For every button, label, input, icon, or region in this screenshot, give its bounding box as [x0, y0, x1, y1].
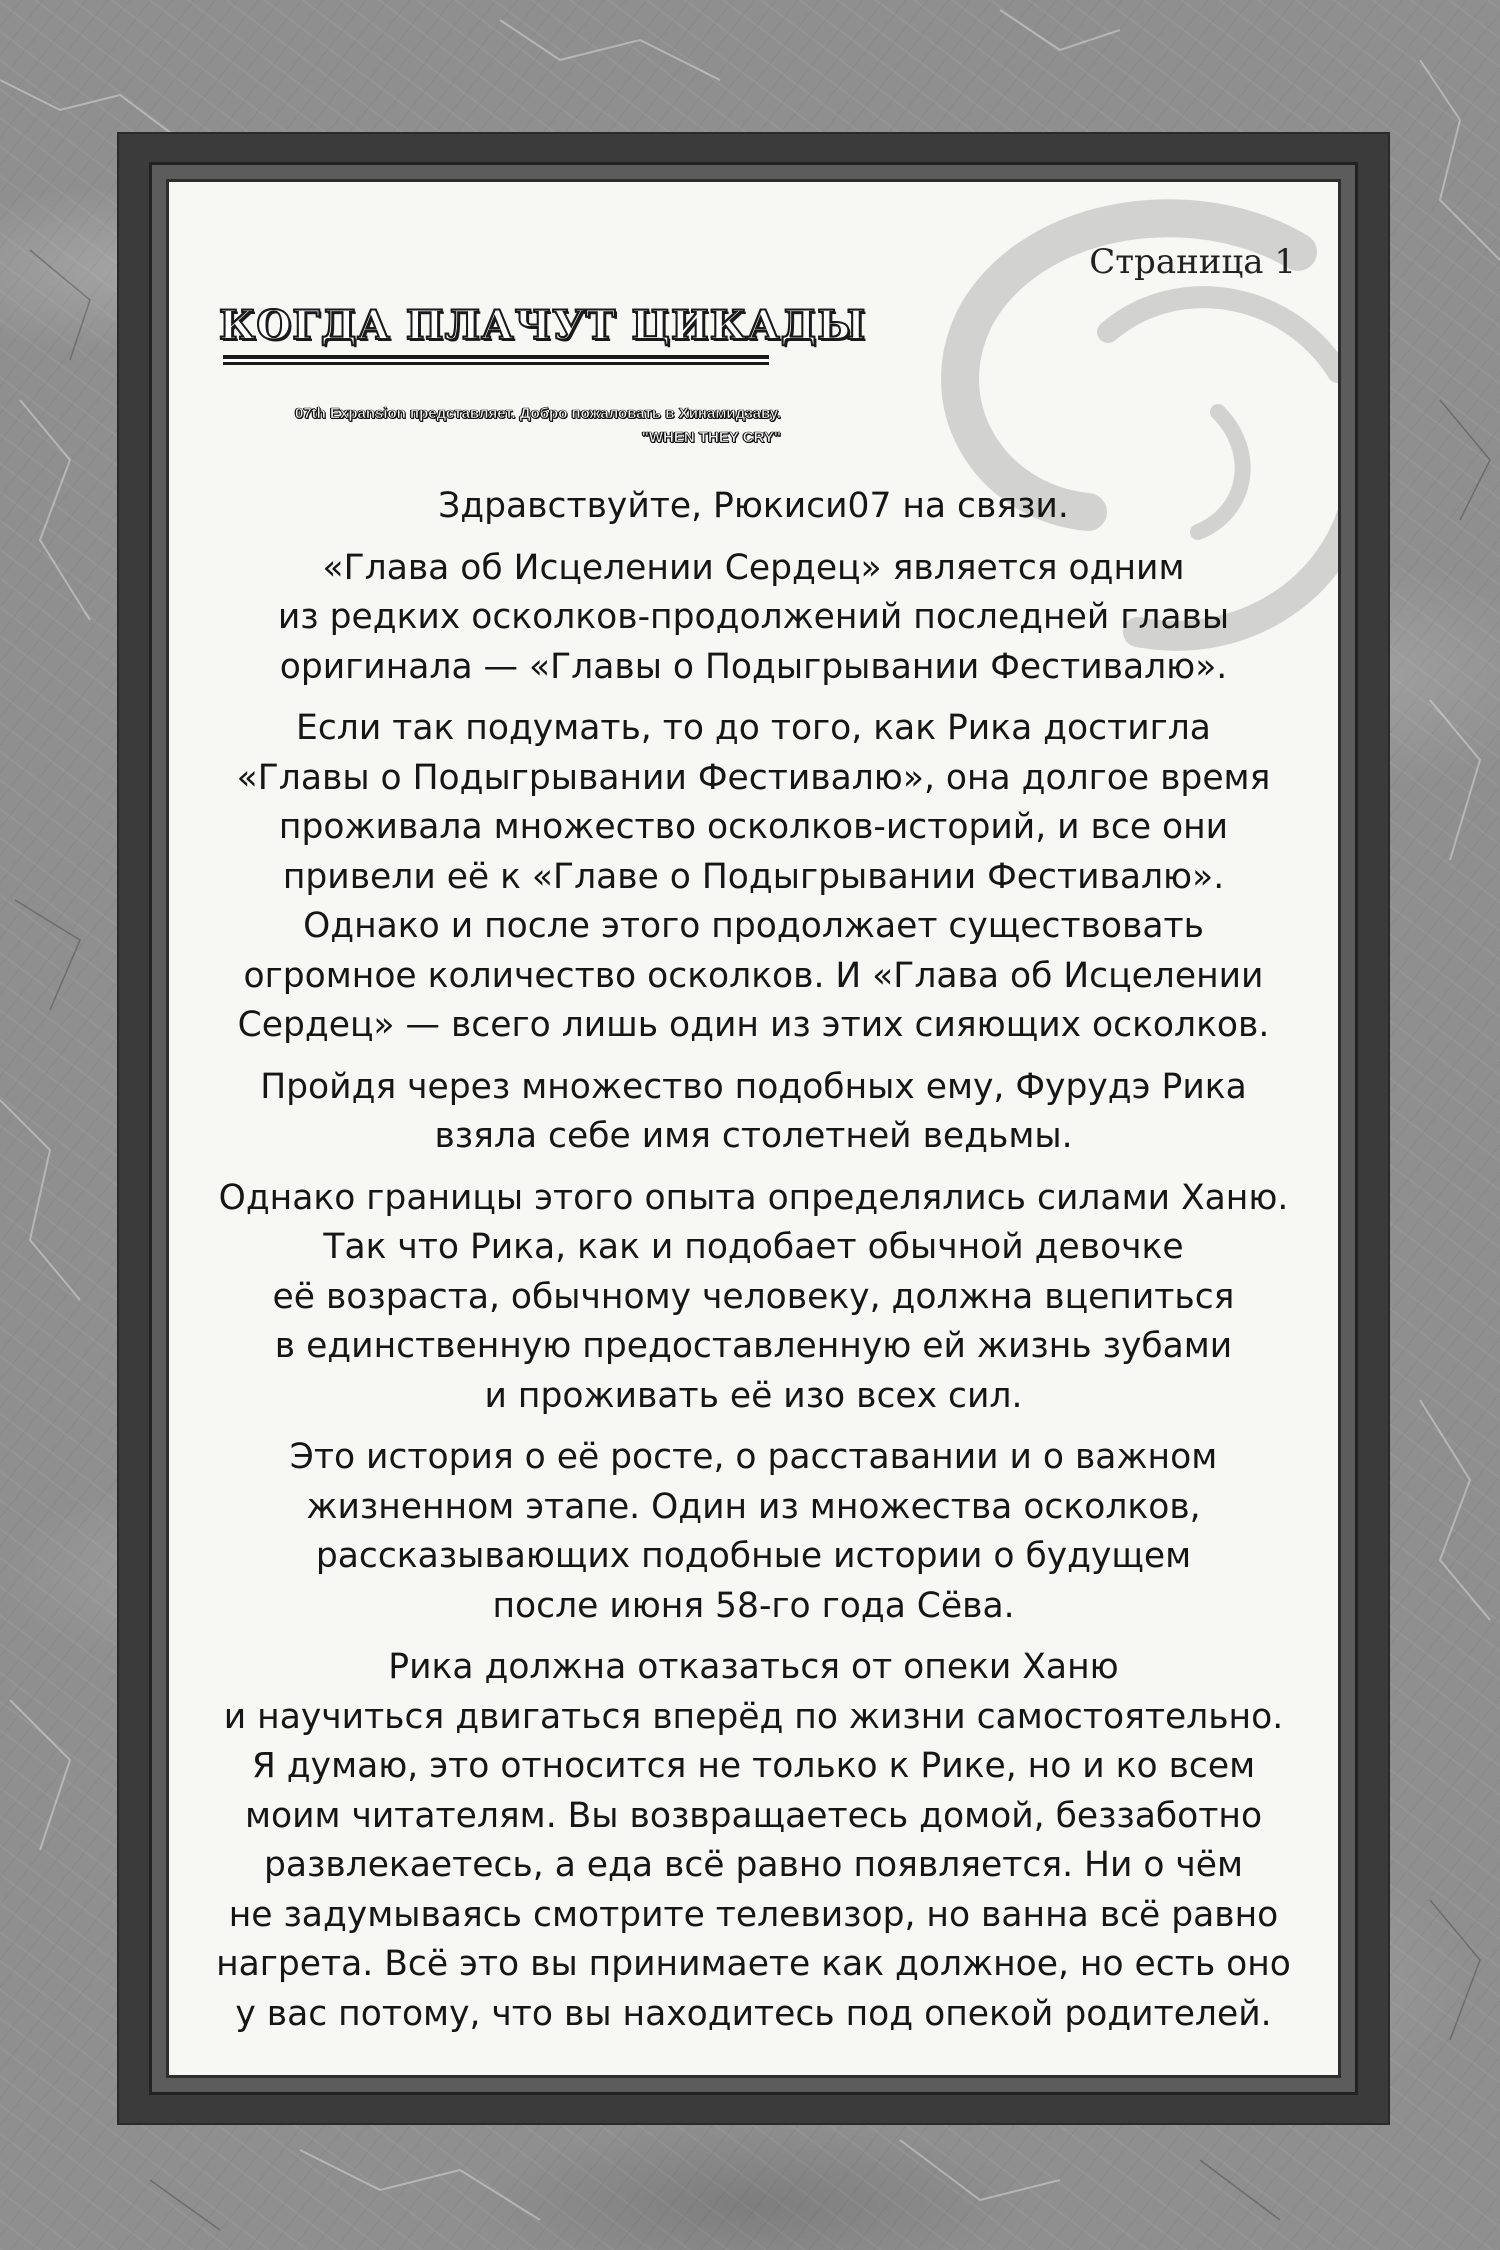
- page-number: Страница 1: [1089, 242, 1296, 282]
- paragraph-fragments: [199, 704, 1308, 1051]
- text-line: Я думаю, это относится не только к Рике, но и ко всем: [251, 1746, 1256, 1786]
- text-line: Пройдя через множество подобных ему, Фурудэ Рика: [260, 1066, 1247, 1107]
- paragraph-readers: [199, 1643, 1308, 2039]
- text-line: её возраста, обычному человеку, должна вцепиться: [272, 1276, 1235, 1317]
- logo-subtitle-line-1: 07th Expansion представляет. Добро пожаловать в Хинамидзаву.: [294, 405, 781, 422]
- text-line: «Глава об Исцелении Сердец» является одним: [322, 547, 1185, 588]
- text-line: из редких осколков-продолжений последней главы: [277, 597, 1230, 637]
- text-line: Так что Рика, как и подобает обычной девочке: [323, 1227, 1184, 1267]
- text-line: после июня 58-го года Сёва.: [492, 1585, 1015, 1626]
- paragraph-intro: [199, 544, 1308, 693]
- page-frame: [117, 132, 1390, 2125]
- logo-underline: [223, 355, 769, 365]
- text-line: и научиться двигаться вперёд по жизни самостоятельно.: [223, 1696, 1284, 1737]
- text-line: и проживать её изо всех сил.: [484, 1375, 1023, 1416]
- logo-subtitle-line-2: "WHEN THEY CRY": [641, 429, 781, 446]
- text-line: оригинала — «Главы о Подыгрывании Фестивалю».: [279, 646, 1228, 687]
- letter-body: [199, 482, 1308, 2051]
- text-line: взяла себе имя столетней ведьмы.: [434, 1116, 1073, 1156]
- logo-title: КОГДА ПЛАЧУТ ЦИКАДЫ: [219, 302, 867, 349]
- paragraph-hanyu: [199, 1174, 1308, 1422]
- text-line: Однако границы этого опыта определялись силами Ханю.: [218, 1177, 1289, 1218]
- text-line: проживала множество осколков-историй, и все они: [278, 807, 1229, 847]
- text-line: нагрета. Всё это вы принимаете как должное, но есть оно: [216, 1944, 1291, 1984]
- text-line: Если так подумать, то до того, как Рика достигла: [296, 708, 1211, 748]
- text-line: не задумываясь смотрите телевизор, но ванна всё равно: [228, 1894, 1279, 1935]
- text-line: Однако и после этого продолжает существовать: [303, 906, 1204, 946]
- text-line: рассказывающих подобные истории о будущем: [315, 1536, 1192, 1576]
- text-line: развлекаетесь, а еда всё равно появляется. Ни о чём: [263, 1845, 1244, 1885]
- text-line: Это история о её росте, о расставании и о важном: [289, 1437, 1218, 1477]
- text-line: Рика должна отказаться от опеки Ханю: [388, 1647, 1119, 1687]
- logo-subtitle: [295, 402, 781, 450]
- paragraph-greeting: [199, 482, 1308, 532]
- paragraph-story: [199, 1433, 1308, 1631]
- text-line: в единственную предоставленную ей жизнь зубами: [274, 1326, 1233, 1366]
- text-line: Сердец» — всего лишь один из этих сияющих осколков.: [237, 1005, 1270, 1045]
- text-line: у вас потому, что вы находитесь под опекой родителей.: [235, 1993, 1272, 2034]
- text-line: Здравствуйте, Рюкиси07 на связи.: [438, 486, 1069, 526]
- paragraph-witch: [199, 1063, 1308, 1162]
- text-line: моим читателям. Вы возвращаетесь домой, беззаботно: [244, 1795, 1263, 1836]
- text-line: огромное количество осколков. И «Глава об Исцелении: [243, 955, 1264, 996]
- text-line: жизненном этапе. Один из множества осколков,: [306, 1486, 1201, 1527]
- text-panel: [166, 179, 1341, 2078]
- frame-inner-border: [149, 162, 1358, 2095]
- text-line: привели её к «Главе о Подыгрывании Фестивалю».: [282, 856, 1225, 897]
- text-line: «Главы о Подыгрывании Фестивалю», она долгое время: [236, 757, 1271, 798]
